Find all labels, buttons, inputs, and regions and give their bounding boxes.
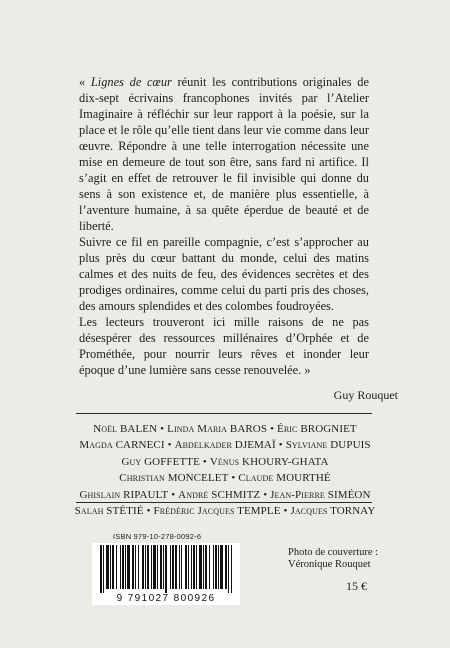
- book-title: Lignes de cœur: [90, 75, 172, 89]
- barcode-bar: [199, 545, 202, 589]
- bullet-separator: •: [231, 472, 236, 485]
- bullet-separator: •: [278, 439, 283, 452]
- barcode-bar: [203, 545, 204, 589]
- barcode-bar: [125, 545, 126, 589]
- barcode-bar: [110, 545, 111, 589]
- author-name: Jean-Pierre SIMÉON: [270, 488, 371, 501]
- author-line: [70, 487, 380, 503]
- barcode-bar: [132, 545, 134, 589]
- barcode-bar: [142, 545, 144, 589]
- barcode-bar: [213, 545, 214, 589]
- signature: Guy Rouquet: [333, 388, 398, 402]
- author-line: [70, 454, 380, 470]
- author-name: Abdelkader DJEMAÏ: [174, 439, 276, 452]
- barcode-bar: [116, 545, 117, 589]
- bullet-separator: •: [283, 505, 288, 518]
- author-name: Claude MOURTHÉ: [238, 472, 331, 485]
- barcode-bar: [231, 545, 232, 593]
- author-line: [70, 503, 380, 519]
- barcode-bar: [220, 545, 223, 589]
- barcode-bar: [135, 545, 136, 589]
- author-name: Éric BROGNIET: [277, 423, 357, 435]
- blurb-paragraph-1-text: réunit les contributions originales de dix-sept écrivains francophones invités par l’Atelier Imaginaire à réfléchir sur leur rapport à la poésie, sur la place et le rôle qu’elle tient dans leur vie comme dans leur œuvre. Répondre à une telle interrogation nécessite une mise en demeure de tout son être, sans fard ni artifice. Il s’agit en effet de retrouver le fil invisible qui donne du sens à son existence et, de manière plus essentielle, à l’aventure humaine, à sa quête éperdue de beauté et de liberté.: [79, 75, 369, 233]
- barcode-bar: [205, 545, 207, 589]
- barcode-bar: [157, 545, 158, 589]
- barcode-bar: [147, 545, 149, 589]
- author-name: Linda Maria BAROS: [167, 423, 268, 435]
- bullet-separator: •: [146, 505, 151, 518]
- blurb-text: [79, 74, 369, 378]
- author-name: Vénus KHOURY-GHATA: [209, 455, 329, 468]
- author-name: Frédéric Jacques TEMPLE: [153, 505, 281, 518]
- barcode-bar: [225, 545, 227, 589]
- divider-bottom: [76, 502, 372, 503]
- author-line: [70, 421, 380, 437]
- author-line: [70, 437, 380, 453]
- barcode-bar: [120, 545, 121, 589]
- cover-photo-credit: [288, 547, 378, 571]
- blurb-paragraph-3: Les lecteurs trouveront ici mille raisons de ne pas désespérer des ressources millénaires d’Orphée et de Prométhée, pour nourrir leurs rêves et inonder leur époque d’une lumière sans cesse renouvelée. »: [79, 315, 369, 377]
- barcode-bar: [151, 545, 152, 589]
- barcode-bar: [165, 545, 167, 593]
- barcode-bar: [172, 545, 174, 589]
- barcode-bar: [127, 545, 130, 589]
- author-name: Magda CARNECI: [79, 439, 165, 452]
- barcode-bar: [100, 545, 102, 593]
- barcode-bar: [215, 545, 217, 589]
- bullet-separator: •: [270, 423, 275, 435]
- author-name: Christian MONCELET: [119, 472, 229, 485]
- bullet-separator: •: [171, 488, 176, 501]
- cover-photo-credit-label: Photo de couverture :: [288, 547, 379, 558]
- barcode-bar: [209, 545, 210, 589]
- author-name: Guy GOFFETTE: [121, 455, 200, 468]
- barcode-bar: [218, 545, 219, 589]
- barcode-bar: [228, 545, 229, 593]
- barcode-bar: [188, 545, 189, 589]
- blurb-paragraph-1: [79, 74, 369, 234]
- author-name: André SCHMITZ: [178, 488, 261, 501]
- author-list: [70, 421, 380, 519]
- bullet-separator: •: [202, 455, 207, 468]
- author-line: [70, 470, 380, 486]
- barcode-bar: [191, 545, 192, 589]
- barcode-bar: [138, 545, 139, 589]
- barcode-bars: [100, 545, 232, 593]
- barcode-bar: [145, 545, 146, 589]
- bullet-separator: •: [167, 439, 172, 452]
- author-name: Jacques TORNAY: [290, 505, 376, 518]
- barcode-bar: [196, 545, 197, 589]
- author-name: Noël BALEN: [93, 423, 158, 435]
- barcode-bar: [179, 545, 180, 589]
- author-name: Salah STÉTIÉ: [74, 505, 144, 518]
- barcode-bar: [185, 545, 187, 589]
- bullet-separator: •: [263, 488, 268, 501]
- author-name: Ghislain RIPAULT: [79, 488, 169, 501]
- blurb-paragraph-2: Suivre ce fil en pareille compagnie, c’est s’approcher au plus près du cœur battant du monde, celui des matins calmes et des nuits de feu, des évidences secrètes et des prodiges ordinaires, comme celui du parti pris des choses, des amours splendides et des colombes foudroyées.: [79, 235, 369, 313]
- barcode-bar: [160, 545, 162, 589]
- cover-photo-credit-name: Véronique Rouquet: [288, 559, 371, 570]
- barcode-bar: [153, 545, 156, 589]
- barcode-digits: 9 791027 800926: [116, 593, 216, 604]
- barcode-bar: [175, 545, 177, 589]
- barcode-bar: [170, 545, 171, 589]
- divider-top: [76, 413, 372, 414]
- barcode: [92, 543, 240, 605]
- barcode-bar: [103, 545, 104, 593]
- barcode-bar: [181, 545, 182, 589]
- barcode-bar: [193, 545, 195, 589]
- barcode-bar: [106, 545, 109, 589]
- barcode-bar: [122, 545, 124, 589]
- barcode-bar: [112, 545, 114, 589]
- barcode-bar: [163, 545, 164, 589]
- price: 15 €: [346, 579, 367, 593]
- author-name: Sylviane DUPUIS: [285, 439, 371, 452]
- bullet-separator: •: [160, 423, 165, 435]
- open-quote: «: [79, 75, 91, 89]
- isbn-label: ISBN 979-10-278-0092-6: [113, 532, 202, 541]
